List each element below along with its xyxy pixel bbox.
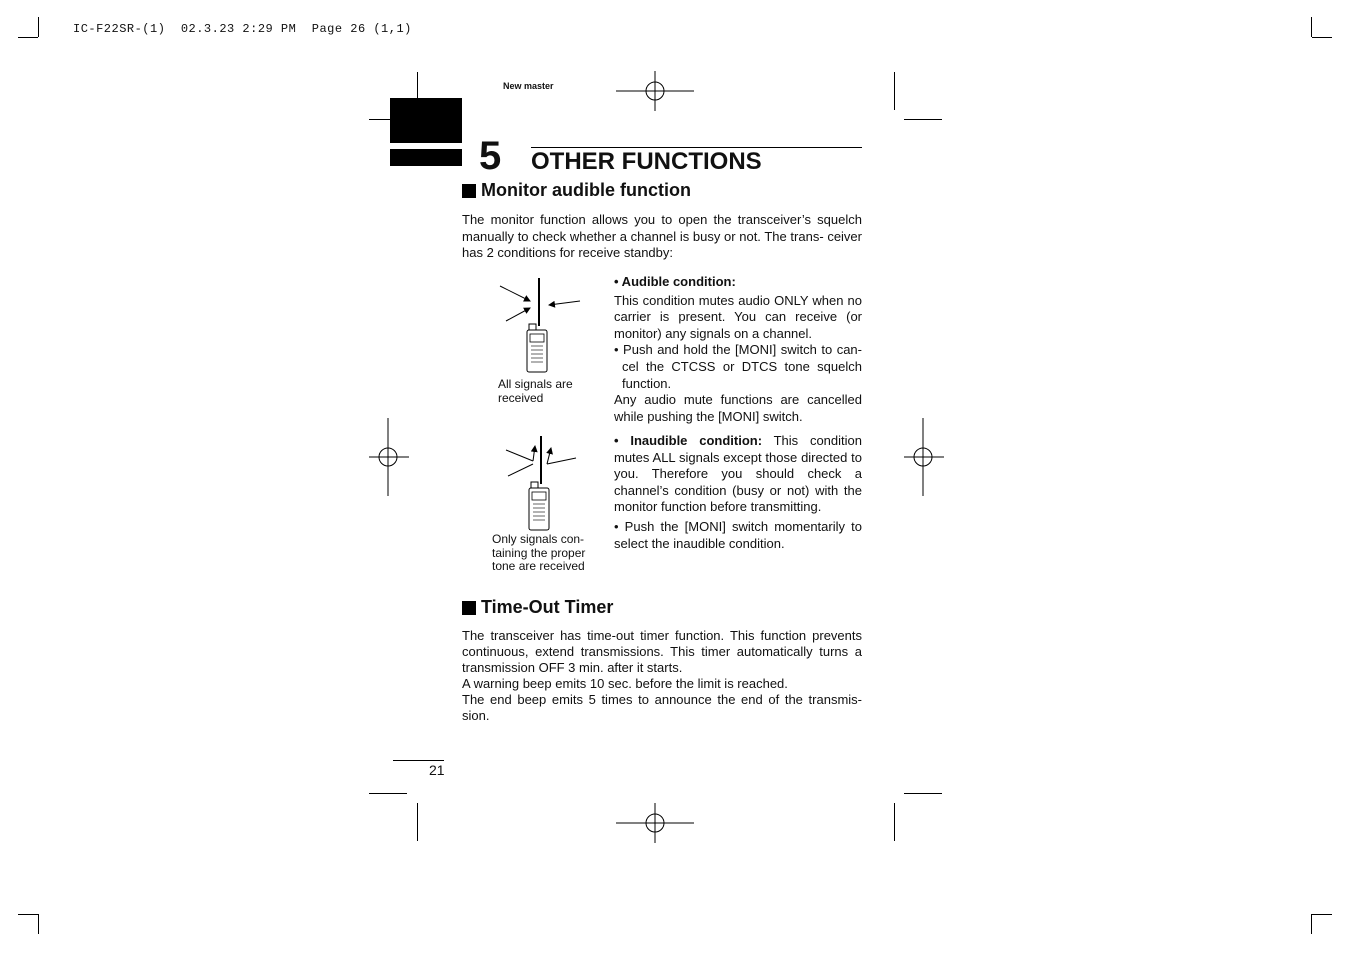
trim-mark-right-bottom-h	[904, 793, 942, 794]
crop-mark-tr-h	[1312, 37, 1332, 38]
crop-mark-tl-h	[18, 37, 38, 38]
page-number-rule	[393, 760, 444, 761]
caption-line: All signals are	[498, 377, 573, 391]
audible-bullet: • Push and hold the [MONI] switch to can- cel the CTCSS or DTCS tone squelch function.	[614, 342, 862, 391]
inaudible-condition-block	[614, 433, 862, 552]
registration-mark-right	[904, 418, 944, 496]
registration-mark-left	[369, 418, 409, 496]
radio-tone-signals-illustration	[500, 434, 590, 534]
inaudible-bullet: • Push the [MONI] switch momentarily to select the inaudible condition.	[614, 518, 862, 551]
trim-mark-left-bottom-h	[369, 793, 407, 794]
audible-note: Any audio mute functions are cancelled while pushing the [MONI] switch.	[614, 392, 862, 424]
inaudible-title: • Inaudible condition:	[614, 433, 763, 448]
trim-mark-right-bottom-v	[894, 803, 895, 841]
caption-all-signals	[498, 378, 573, 405]
trim-mark-left-bottom-v	[417, 803, 418, 841]
timer-heading	[462, 597, 613, 618]
chapter-tab-bar	[390, 149, 462, 166]
crop-mark-br-h	[1312, 914, 1332, 915]
timer-p2: A warning beep emits 10 sec. before the limit is reached.	[462, 676, 788, 691]
trim-mark-right-top-h	[904, 119, 942, 120]
monitor-heading	[462, 180, 691, 201]
page-number: 21	[429, 762, 445, 778]
crop-mark-tr-v	[1311, 17, 1312, 37]
slug-line: IC-F22SR-(1) 02.3.23 2:29 PM Page 26 (1,1)	[73, 22, 412, 36]
monitor-intro: The monitor function allows you to open the transceiver’s squelch manually to check whether a channel is busy or not. The trans- ceiver has 2 conditions for receive standby:	[462, 212, 862, 261]
chapter-tab-block	[390, 98, 462, 143]
timer-body	[462, 628, 862, 724]
radio-all-signals-illustration	[496, 276, 586, 376]
caption-line: received	[498, 390, 544, 405]
caption-tone-signals	[492, 533, 585, 574]
timer-p1: The transceiver has time-out timer function. This function prevents continuous, extend transmissions. This timer automatically turns a transmission OFF 3 min. after it starts.	[462, 628, 862, 675]
crop-mark-tl-v	[38, 17, 39, 37]
timer-p3: The end beep emits 5 times to announce the end of the transmis- sion.	[462, 692, 862, 723]
inaudible-para	[614, 433, 862, 516]
chapter-title: OTHER FUNCTIONS	[531, 148, 762, 175]
caption-line: Only signals con-	[492, 532, 585, 546]
registration-mark-bottom	[616, 803, 696, 843]
inaudible-desc: This condition mutes ALL signals except those directed to you. Therefore you should check a channel’s condition (busy or not) with the monitor function before transmitting.	[614, 433, 862, 515]
master-label: New master	[503, 81, 554, 91]
audible-title: • Audible condition:	[614, 274, 736, 289]
trim-mark-right-top-v	[894, 72, 895, 110]
monitor-heading-text: Monitor audible function	[481, 180, 691, 200]
chapter-number: 5	[479, 134, 502, 178]
crop-mark-br-v	[1311, 914, 1312, 934]
registration-mark-top	[616, 71, 696, 111]
crop-mark-bl-h	[18, 914, 38, 915]
crop-mark-bl-v	[38, 914, 39, 934]
section-square-icon	[462, 184, 476, 198]
caption-line: taining the proper	[492, 545, 586, 560]
audible-desc: This condition mutes audio ONLY when no carrier is present. You can receive (or monitor) any signals on a channel.	[614, 292, 862, 341]
audible-condition-block	[614, 274, 862, 425]
section-square-icon	[462, 601, 476, 615]
timer-heading-text: Time-Out Timer	[481, 597, 614, 617]
caption-line: tone are received	[492, 559, 585, 573]
